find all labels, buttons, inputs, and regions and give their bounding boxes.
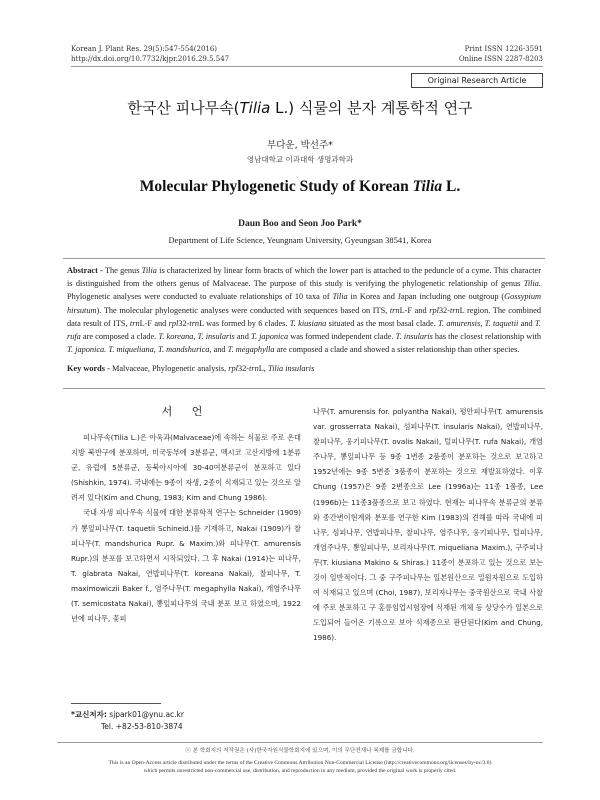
abstract-text: L region. The combined data result of ITS, <box>67 305 541 328</box>
abstract-text: and <box>234 332 251 342</box>
abstract-italic: T. megaphylla <box>227 345 275 355</box>
abstract-italic: trn <box>389 305 400 315</box>
abstract-italic: T. rufa <box>67 318 541 342</box>
english-affiliation: Department of Life Science, Yeungnam University, Gyeungsan 38541, Korea <box>168 235 432 245</box>
abstract-italic: rpl <box>429 305 439 315</box>
abstract-italic: T. insularis <box>395 332 433 342</box>
abstract-italic: Tilia. <box>523 279 541 289</box>
abstract-italic: Tilia <box>141 266 157 275</box>
intro-paragraph-1: 피나무속(Tilia L.)은 아욱과(Malvaceae)에 속하는 식물로 주로 온대지방 북반구에 분포하며, 미국동부에 3분류군, 멕시코 고산지방에 1분류군, 유럽에 5분류군, 동북아시아에 30-40여분류군이 분포하고 있다(Shishkin, 1974). 국내에는 9종이 자생, 2종이 식재되고 있는 것으로 알려져 있다(Kim and Chung, 1983; Kim and Chung 1986). <box>71 433 301 503</box>
abstract-text: are composed a clade. <box>80 332 159 342</box>
abstract-text: 32- <box>438 305 450 315</box>
abstract-italic: trn <box>449 305 460 315</box>
body-column-right <box>313 404 543 646</box>
intro-paragraph-3: 나무(T. amurensis for. polyantha Nakai), 평안피나무(T. amurensis var. grosserrata Nakai), 섬피나무(T. insularis Nakai), 연밥피나무, 찰피나무, 웅기피나무(T. ovalis Nakai), 털피나무(T. rufa Nakai), 개염주나무, 뽕잎피나무 등 9종 1변종 2품종이 분포하는 것으로 보고하고 1952년에는 9종 5변종 3품종이 분포하는 것으로 재발표하였다. 이후 Chung (1957)은 9종 2변종으로 Lee (1996a)는 11종 1품종, Lee (1996b)는 11종3품종으로 보고 하였다. 현재는 피나무속 분류군의 분류와 종간변이현계와 분포를 연구한 Kim (1983)의 견해를 따라 국내에 피나무, 섬피나무, 연밥피나무, 찰피나무, 염주나무, 웅기피나무, 털피나무, 개염주나무, 뽕잎피나무, 보리자나무(T. miqueliana Maxim.), 구주피나무(T. kiusiana Makino & Shiras.) 11종이 분포하고 있는 것으로 보는 것이 일반적이다. 그 중 구주피나무는 일본원산으로 밀원자원으로 도입하여 식재되고 있으며 (Choi, 1987), 보리자나무는 중국원산으로 국내 사찰에 주로 분포하고 구 홍릉임업시험장에 식재된 개체 등 상당수가 일본으로 도입되어 들어온 기록으로 보아 식재종으로 판단된다(Kim and Chung, 1986). <box>313 407 543 643</box>
keywords-italic: rpl <box>228 364 238 373</box>
korean-title-suffix: L.) 식물의 분자 계통학적 연구 <box>270 99 473 117</box>
korean-title <box>0 97 600 118</box>
korean-affiliation: 영남대학교 이과대학 생명과학과 <box>246 155 354 164</box>
abstract-italic: T. japonica. T. miqueliana, T. mandshurica, <box>67 345 212 355</box>
print-issn: Print ISSN 1226-3591 <box>464 45 543 53</box>
abstract-text: was formed independent clade. <box>288 332 396 342</box>
abstract-text: are composed a clade and showed a sister relationship than other species. <box>274 345 520 355</box>
abstract-italic: trn <box>189 318 200 328</box>
keywords-text: 32- <box>237 364 250 373</box>
footnote-label: *교신저자: <box>71 710 107 719</box>
abstract-text: Phylogenetic analyses were conducted to evaluate relationships of 10 taxa of <box>67 292 333 302</box>
corresponding-author-footnote <box>71 709 184 733</box>
abstract-italic: rpl <box>168 318 179 328</box>
abstract-text: ). The molecular phylogenetic analyses were conducted with sequences based on ITS, <box>96 305 390 315</box>
issn-block <box>459 44 543 64</box>
abstract-text: The genus <box>102 266 142 275</box>
abstract-text: has the closest relationship with <box>432 332 541 342</box>
abstract-text: and <box>211 345 228 355</box>
abstract-text: is characterized by linear form bracts of which the lower part is attached to the peduncle of a cyme. This character is distinguished from the others genus of Malvaceae. The purpose of this study is verifying the phylogenetic relationship of genus <box>67 266 541 289</box>
abstract-italic: trn <box>129 318 140 328</box>
korean-title-prefix: 한국산 피나무속( <box>127 99 240 117</box>
abstract-text: situated as the most basal clade. <box>326 318 439 328</box>
keywords-text: Malvaceae, Phylogenetic analysis, <box>109 364 229 373</box>
body-column-left <box>71 404 301 626</box>
abstract-text: L was formed by 6 clades. <box>199 318 290 328</box>
license-line-1: This is an Open-Access article distributed under the terms of the Creative Commons Attribution Non-Commercial License (http://creativecommons.org/licenses/by-nc/3.0) <box>108 760 492 766</box>
korean-authors: 부다운, 박선주* <box>267 140 333 151</box>
abstract-bottom-divider <box>63 388 545 389</box>
doi-link[interactable]: http://dx.doi.org/10.7732/kjpr.2016.29.5.547 <box>71 55 230 63</box>
english-title <box>0 178 600 196</box>
korean-title-genus: Tilia <box>239 99 271 117</box>
english-title-suffix: L. <box>442 178 461 195</box>
english-title-prefix: Molecular Phylogenetic Study of Korean <box>139 178 413 195</box>
abstract-italic: Tilia <box>332 292 348 302</box>
introduction-heading: 서 언 <box>161 405 211 418</box>
abstract-text: in Korea and Japan including one outgroup ( <box>347 292 505 302</box>
abstract <box>67 264 541 356</box>
abstract-top-divider <box>63 258 545 259</box>
abstract-italic: T. kiusiana <box>289 318 327 328</box>
footnote-divider <box>71 703 161 704</box>
intro-paragraph-2: 국내 자생 피나무속 식물에 대한 분류학적 연구는 Schneider (1909)가 뽕잎피나무(T. taquetii Schineid.)를 기재하고, Nakai (1909)가 찰피나무(T. mandshurica Rupr. & Maxim.)와 피나무(T. amurensis Rupr.)의 분포를 보고하면서 시작되었다. 그 후 Nakai (1914)는 피나무, T. glabrata Nakai, 연밥피나무(T. koreana Nakai), 찰피나무, T. maximowiczii Baker f., 염주나무(T. megaphylla Nakai), 개염주나무(T. semicostata Nakai), 뽕잎피나무의 국내 분포 보고 하였으며, 1922년에 피나무, 꽃피 <box>71 508 301 624</box>
abstract-label: Abstract - <box>67 266 103 275</box>
keywords-label: Key words - <box>67 364 110 373</box>
abstract-text: L-F and <box>399 305 430 315</box>
license-notice <box>40 759 560 775</box>
journal-citation: Korean J. Plant Res. 29(5):547-554(2016) <box>71 45 218 53</box>
footer-divider <box>57 742 543 743</box>
keywords-italic: trn <box>249 364 259 373</box>
author-email[interactable]: sjpark01@ynu.ac.kr <box>106 710 184 719</box>
abstract-italic: T. japonica <box>250 332 289 342</box>
abstract-italic: T. koreana, T. insularis <box>158 332 235 342</box>
article-type-badge: Original Research Article <box>411 73 543 88</box>
abstract-italic: T. amurensis, T. taquetii <box>438 318 519 328</box>
license-line-2: which permits unrestricted non-commercial use, distribution, and reproduction in any medium, provided the original work is properly cited. <box>143 768 457 774</box>
copyright-notice: ⓒ 본 학회지의 저작권은 (사)한국자원식물학회지에 있으며, 이의 무단전재나 복제를 금합니다. <box>185 748 415 754</box>
keywords-text: L, <box>258 364 268 373</box>
abstract-text: and <box>518 318 535 328</box>
keywords <box>67 363 541 375</box>
online-issn: Online ISSN 2287-8203 <box>458 55 543 63</box>
english-title-genus: Tilia <box>412 178 443 195</box>
abstract-italic: Gossypium hirsutum <box>67 292 541 315</box>
keywords-italic: Tilia insularis <box>267 364 315 373</box>
header-divider <box>71 66 543 67</box>
journal-header <box>71 44 229 64</box>
abstract-text: 32- <box>178 318 190 328</box>
abstract-text: L-F and <box>139 318 169 328</box>
english-authors: Daun Boo and Seon Joo Park* <box>238 219 362 229</box>
author-phone: Tel. +82-53-810-3874 <box>101 722 183 731</box>
